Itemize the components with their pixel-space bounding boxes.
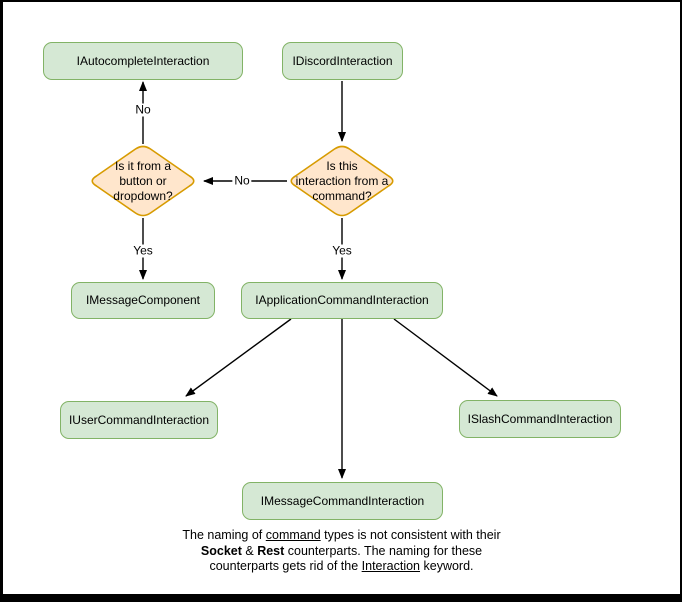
footnote-line-2: Socket & Rest counterparts. The naming for these	[200, 543, 483, 558]
bold-word-socket: Socket	[200, 543, 242, 558]
underlined-word-interaction: Interaction	[361, 559, 421, 573]
edge-label-no-component: No	[234, 173, 250, 188]
edge-label-yes-message-component: Yes	[133, 243, 153, 258]
node-message-component: IMessageComponent	[71, 282, 215, 319]
node-application-command-interaction: IApplicationCommandInteraction	[241, 282, 443, 319]
decision-interaction-from-command	[287, 144, 397, 218]
edge-label-yes-application-command: Yes	[332, 243, 352, 258]
footnote-line-1: The naming of command types is not consistent with their	[182, 528, 501, 542]
edge-label-no-autocomplete: No	[135, 102, 151, 117]
node-autocomplete-interaction: IAutocompleteInteraction	[43, 42, 243, 80]
edge-application-command-to-slash-command	[394, 319, 497, 396]
decision-button-or-dropdown	[88, 144, 198, 218]
decision-interaction-from-command-label: Is this interaction from a command?	[295, 158, 389, 203]
flowchart-stage	[3, 2, 680, 594]
footnote-line-3: counterparts gets rid of the Interaction keyword.	[209, 559, 474, 573]
node-message-command-interaction: IMessageCommandInteraction	[242, 482, 443, 520]
underlined-word-command: command	[265, 528, 321, 542]
node-discord-interaction: IDiscordInteraction	[282, 42, 403, 80]
bold-word-rest: Rest	[257, 543, 285, 558]
node-slash-command-interaction: ISlashCommandInteraction	[459, 400, 621, 438]
decision-button-or-dropdown-label: Is it from a button or dropdown?	[113, 158, 173, 203]
edge-application-command-to-user-command	[186, 319, 291, 396]
footnote	[3, 528, 680, 575]
node-user-command-interaction: IUserCommandInteraction	[60, 401, 218, 439]
